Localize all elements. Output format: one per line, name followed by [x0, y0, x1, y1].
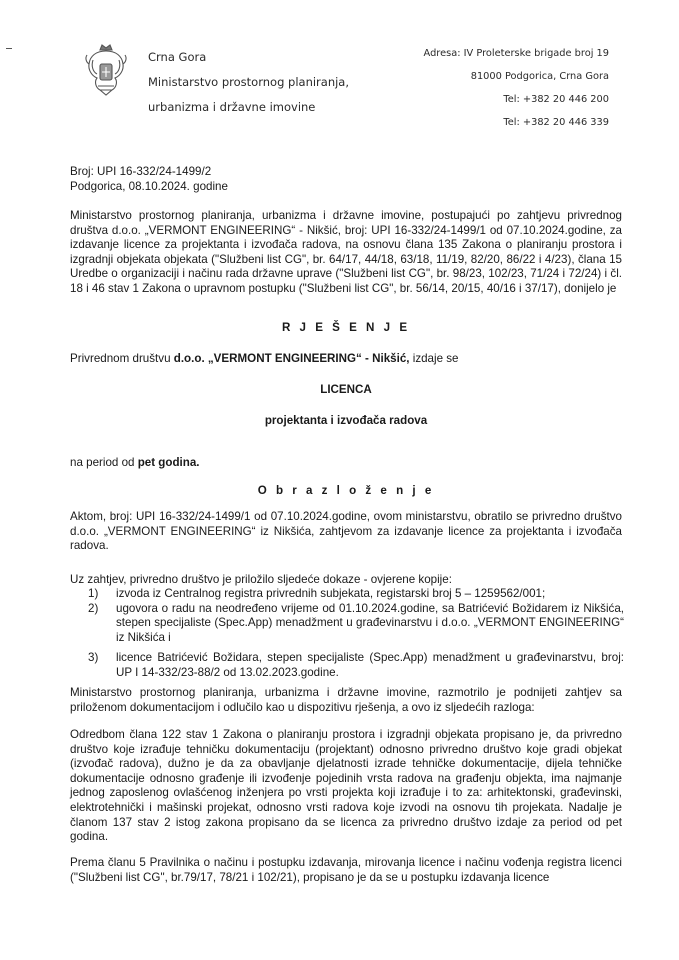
- ministry-header: [148, 45, 349, 120]
- law-paragraph: Odredbom člana 122 stav 1 Zakona o planiranju prostora i izgradnji objekata propisano je, da privredno društvo koje izrađuje tehničku dokumentaciju (projektant) odnosno privredno društvo koje gradi objekat (izvođač radova), dužno je da za obavljanje djelatnosti izrade tehničke dokumentacije, dijela tehničke dokumentacije odnosno građenje ili izvođenje pojedinih vrsta radova na građenju objekta, ima najmanje jednog zaposlenog ovlašćenog inženjera po vrsti projekta koji izrađuje i to za: arhitektonski, građevinski, elektrotehnički i mašinski projekat, odnosno vrsti radova koje izvodi na osnovu tih projekata. Nadalje je članom 137 stav 2 istog zakona propisano da se licenca za privredno društvo izdaje za period od pet godina.: [70, 728, 622, 844]
- period-value: pet godina.: [137, 456, 200, 469]
- licence-title: LICENCA: [320, 383, 372, 396]
- evidence-list: [84, 587, 624, 681]
- phone-2: Tel: +382 20 446 339: [503, 117, 609, 128]
- decision-line: [70, 352, 622, 367]
- place-date: Podgorica, 08.10.2024. godine: [70, 179, 228, 193]
- period-pre: na period od: [70, 456, 138, 469]
- address: Adresa: IV Proleterske brigade broj 19: [423, 48, 609, 59]
- city: 81000 Podgorica, Crna Gora: [470, 71, 609, 82]
- list-item-number: 2): [88, 601, 99, 615]
- list-item-number: 3): [88, 651, 99, 665]
- evidence-intro: Uz zahtjev, privredno društvo je priložilo sljedeće dokaze - ovjerene kopije:: [70, 573, 452, 586]
- decision-company: d.o.o. „VERMONT ENGINEERING“ - Nikšić,: [173, 352, 410, 365]
- scan-mark: [6, 48, 12, 49]
- phone-1: Tel: +382 20 446 200: [503, 94, 609, 105]
- decision-pre: Privrednom društvu: [70, 352, 174, 365]
- ministry-name-line2: urbanizma i državne imovine: [148, 100, 316, 114]
- rule-paragraph: Prema članu 5 Pravilnika o načinu i postupku izdavanja, mirovanja licence i načinu vođenja registra licenci ("Službeni list CG", br.79/17, 78/21 i 102/21), propisano je da se u postupku izdavanja licence: [70, 856, 622, 884]
- contact-block: [424, 42, 609, 134]
- decision-title: R J E Š E N J E: [281, 321, 411, 334]
- licence-subtitle: projektanta i izvođača radova: [264, 414, 428, 427]
- reasoning-title: O b r a z l o ž e n j e: [257, 484, 435, 497]
- list-item-text: licence Batrićević Božidara, stepen specijaliste (Spec.App) menadžment u građevinarstvu, broj: UP I 14-332/23-88/2 od 13.02.2023.godine.: [116, 651, 624, 679]
- decision-post: izdaje se: [409, 352, 459, 365]
- reasoning-paragraph-1: Aktom, broj: UPI 16-332/24-1499/1 od 07.10.2024.godine, ovom ministarstvu, obratilo se privredno društvo d.o.o. „VERMONT ENGINEERING“ iz Nikšića, zahtjevom za izdavanje licence za projektanta i izvođača radova.: [70, 510, 622, 553]
- period-line: [70, 456, 622, 471]
- country-name: Crna Gora: [148, 50, 207, 64]
- document-number: Broj: UPI 16-332/24-1499/2: [70, 165, 212, 178]
- list-item: [84, 651, 624, 680]
- list-item: [84, 587, 624, 602]
- list-item-text: ugovora o radu na neodređeno vrijeme od 01.10.2024.godine, sa Batrićević Božidarem iz Nikšića, stepen specijaliste (Spec.App) menadžment u građevinarstvu i d.o.o. „VERMONT ENGINEERING“ iz Nikšića i: [116, 601, 624, 644]
- intro-paragraph: Ministarstvo prostornog planiranja, urbanizma i državne imovine, postupajući po zahtjevu privrednog društva d.o.o. „VERMONT ENGINEERING“ - Nikšić, broj: UPI 16-332/24-1499/1 od 07.10.2024.godine, za izdavanje licence za projektanta i izvođača radova, na osnovu člana 135 Zakona o planiranju prostora i izgradnji objekata objekata ("Službeni list CG", br. 64/17, 44/18, 63/18, 11/19, 82/20, 86/22 i 4/23), člana 15 Uredbe o organizaciji i načinu rada državne uprave ("Službeni list CG", br. 98/23, 102/23, 71/24 i 72/24) i čl. 18 i 46 stav 1 Zakona o upravnom postupku ("Službeni list CG", br. 56/14, 20/15, 40/16 i 37/17), donijelo je: [70, 209, 622, 295]
- list-item: [84, 602, 624, 646]
- list-item-number: 1): [88, 587, 99, 600]
- considered-paragraph: Ministarstvo prostornog planiranja, urbanizma i državne imovine, razmotrilo je podnijeti zahtjev sa priloženom dokumentacijom i odlučilo kao u dispozitivu rješenja, a ovo iz sljedećih razloga:: [70, 686, 622, 714]
- document-reference: [70, 165, 622, 194]
- ministry-name-line1: Ministarstvo prostornog planiranja,: [148, 75, 350, 89]
- list-item-text: izvoda iz Centralnog registra privrednih subjekata, registarski broj 5 – 1259562/001;: [116, 587, 546, 600]
- montenegro-coat-of-arms-icon: [84, 42, 128, 98]
